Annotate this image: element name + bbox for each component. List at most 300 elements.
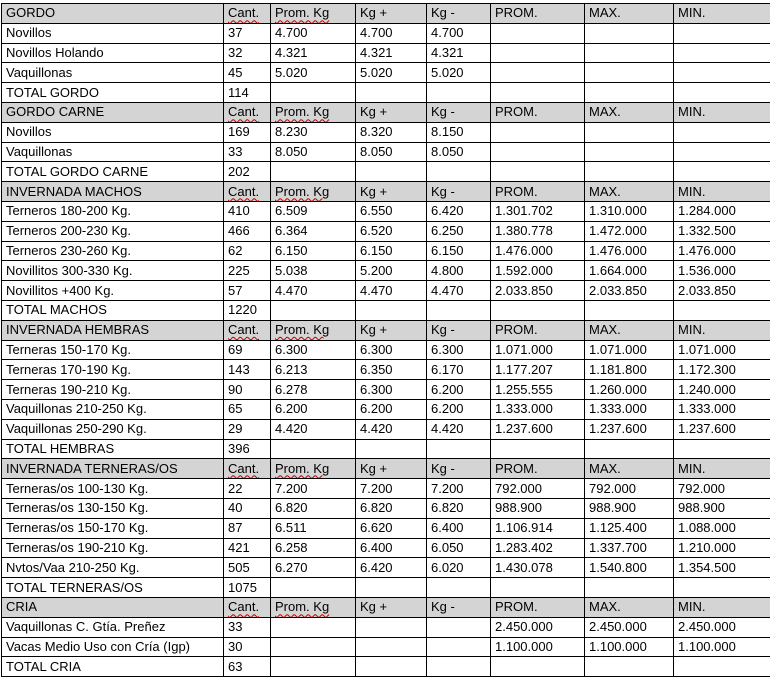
cell-prom-kg: 6.300 xyxy=(271,340,356,360)
table-row xyxy=(2,43,770,63)
section-header-row xyxy=(2,4,770,24)
table-row xyxy=(2,142,770,162)
cell-cant: 62 xyxy=(224,241,271,261)
cell-cant: 37 xyxy=(224,23,271,43)
total-row xyxy=(2,657,770,677)
column-header-label: Kg - xyxy=(431,184,455,199)
cell-prom: 1.177.207 xyxy=(491,360,585,380)
table-row xyxy=(2,637,770,657)
cell-kg-plus: 6.300 xyxy=(356,340,427,360)
cell-prom xyxy=(491,122,585,142)
cell-kg-plus xyxy=(356,637,427,657)
column-header-cant xyxy=(224,459,271,479)
cell-kg-plus: 6.550 xyxy=(356,201,427,221)
column-header-label: PROM. xyxy=(495,322,538,337)
cell-kg-minus: 6.300 xyxy=(427,340,491,360)
cell-prom-kg: 8.050 xyxy=(271,142,356,162)
empty-cell xyxy=(271,439,356,459)
cell-kg-minus xyxy=(427,617,491,637)
column-header-kg-plus xyxy=(356,182,427,202)
category-name: Novillitos 300-330 Kg. xyxy=(2,261,224,281)
column-header-cant xyxy=(224,597,271,617)
cell-cant: 57 xyxy=(224,281,271,301)
empty-cell xyxy=(491,83,585,103)
total-row xyxy=(2,300,770,320)
empty-cell xyxy=(585,83,674,103)
column-header-kg-plus xyxy=(356,320,427,340)
cell-prom: 1.430.078 xyxy=(491,558,585,578)
column-header-label: Kg + xyxy=(360,104,387,119)
cell-max: 1.310.000 xyxy=(585,201,674,221)
cell-kg-plus: 6.620 xyxy=(356,518,427,538)
category-name: Terneros 200-230 Kg. xyxy=(2,221,224,241)
cell-prom-kg: 5.038 xyxy=(271,261,356,281)
empty-cell xyxy=(271,162,356,182)
table-row xyxy=(2,122,770,142)
total-value: 1220 xyxy=(224,300,271,320)
cell-prom-kg: 5.020 xyxy=(271,63,356,83)
cell-prom: 2.033.850 xyxy=(491,281,585,301)
total-label: TOTAL CRIA xyxy=(2,657,224,677)
column-header-label: MAX. xyxy=(589,184,621,199)
total-row xyxy=(2,83,770,103)
section-header-row xyxy=(2,459,770,479)
total-value: 63 xyxy=(224,657,271,677)
cell-prom xyxy=(491,142,585,162)
column-header-label: PROM. xyxy=(495,5,538,20)
cell-min: 1.476.000 xyxy=(674,241,770,261)
category-name: Vacas Medio Uso con Cría (Igp) xyxy=(2,637,224,657)
cell-cant: 421 xyxy=(224,538,271,558)
cell-kg-plus: 5.200 xyxy=(356,261,427,281)
table-row xyxy=(2,241,770,261)
category-name: Terneras 170-190 Kg. xyxy=(2,360,224,380)
table-row xyxy=(2,617,770,637)
cell-prom: 1.301.702 xyxy=(491,201,585,221)
category-name: Terneras/os 190-210 Kg. xyxy=(2,538,224,558)
cell-kg-plus: 6.350 xyxy=(356,360,427,380)
category-name: Novillos xyxy=(2,122,224,142)
table-row xyxy=(2,201,770,221)
column-header-label: PROM. xyxy=(495,599,538,614)
cell-prom: 988.900 xyxy=(491,498,585,518)
cell-kg-minus: 8.050 xyxy=(427,142,491,162)
cell-kg-minus: 6.170 xyxy=(427,360,491,380)
category-name: Terneros 180-200 Kg. xyxy=(2,201,224,221)
cell-cant: 87 xyxy=(224,518,271,538)
cell-kg-plus: 6.200 xyxy=(356,399,427,419)
category-name: Nvtos/Vaa 210-250 Kg. xyxy=(2,558,224,578)
section-title: INVERNADA MACHOS xyxy=(2,182,224,202)
cell-kg-minus: 8.150 xyxy=(427,122,491,142)
empty-cell xyxy=(674,300,770,320)
cell-cant: 69 xyxy=(224,340,271,360)
section-header-row xyxy=(2,182,770,202)
column-header-label: Prom. Kg xyxy=(275,184,329,199)
section-title: INVERNADA TERNERAS/OS xyxy=(2,459,224,479)
category-name: Terneras/os 100-130 Kg. xyxy=(2,479,224,499)
table-row xyxy=(2,63,770,83)
cell-min: 1.237.600 xyxy=(674,419,770,439)
cell-max xyxy=(585,122,674,142)
cell-cant: 33 xyxy=(224,617,271,637)
empty-cell xyxy=(491,578,585,598)
cell-max: 1.260.000 xyxy=(585,380,674,400)
cell-prom-kg: 7.200 xyxy=(271,479,356,499)
cell-max xyxy=(585,43,674,63)
cell-max: 2.450.000 xyxy=(585,617,674,637)
cell-kg-plus: 6.300 xyxy=(356,380,427,400)
total-value: 396 xyxy=(224,439,271,459)
cell-prom: 1.071.000 xyxy=(491,340,585,360)
column-header-min xyxy=(674,597,770,617)
table-row xyxy=(2,479,770,499)
cell-kg-minus: 4.470 xyxy=(427,281,491,301)
table-row xyxy=(2,23,770,43)
empty-cell xyxy=(427,162,491,182)
cell-min: 1.332.500 xyxy=(674,221,770,241)
cell-cant: 90 xyxy=(224,380,271,400)
column-header-label: MIN. xyxy=(678,461,705,476)
column-header-label: MIN. xyxy=(678,184,705,199)
cell-min: 1.354.500 xyxy=(674,558,770,578)
column-header-label: MAX. xyxy=(589,5,621,20)
cell-min: 1.284.000 xyxy=(674,201,770,221)
cell-prom-kg: 4.321 xyxy=(271,43,356,63)
column-header-max xyxy=(585,182,674,202)
cell-kg-plus: 4.321 xyxy=(356,43,427,63)
column-header-kg-minus xyxy=(427,320,491,340)
category-name: Vaquillonas xyxy=(2,63,224,83)
empty-cell xyxy=(674,578,770,598)
empty-cell xyxy=(427,657,491,677)
table-body xyxy=(2,4,770,677)
table-row xyxy=(2,360,770,380)
column-header-kg-plus xyxy=(356,459,427,479)
table-row xyxy=(2,399,770,419)
category-name: Terneras/os 130-150 Kg. xyxy=(2,498,224,518)
cell-prom-kg: 8.230 xyxy=(271,122,356,142)
column-header-prom xyxy=(491,182,585,202)
column-header-prom xyxy=(491,102,585,122)
column-header-prom-kg xyxy=(271,182,356,202)
cell-max: 1.664.000 xyxy=(585,261,674,281)
cell-min: 1.071.000 xyxy=(674,340,770,360)
total-label: TOTAL HEMBRAS xyxy=(2,439,224,459)
column-header-prom-kg xyxy=(271,4,356,24)
category-name: Terneras/os 150-170 Kg. xyxy=(2,518,224,538)
column-header-label: Kg - xyxy=(431,5,455,20)
column-header-label: Prom. Kg xyxy=(275,599,329,614)
column-header-prom xyxy=(491,597,585,617)
column-header-label: Cant. xyxy=(228,184,259,199)
cell-max: 1.472.000 xyxy=(585,221,674,241)
cell-max: 1.237.600 xyxy=(585,419,674,439)
cell-kg-plus xyxy=(356,617,427,637)
column-header-prom-kg xyxy=(271,320,356,340)
empty-cell xyxy=(491,300,585,320)
empty-cell xyxy=(271,657,356,677)
category-name: Terneras 190-210 Kg. xyxy=(2,380,224,400)
cell-cant: 29 xyxy=(224,419,271,439)
total-label: TOTAL GORDO xyxy=(2,83,224,103)
cell-max: 1.181.800 xyxy=(585,360,674,380)
column-header-label: MAX. xyxy=(589,322,621,337)
empty-cell xyxy=(427,578,491,598)
column-header-kg-plus xyxy=(356,4,427,24)
cell-prom xyxy=(491,63,585,83)
column-header-label: MIN. xyxy=(678,322,705,337)
column-header-label: Prom. Kg xyxy=(275,5,329,20)
cell-kg-minus xyxy=(427,637,491,657)
column-header-label: Kg - xyxy=(431,599,455,614)
empty-cell xyxy=(356,300,427,320)
cell-max: 1.071.000 xyxy=(585,340,674,360)
table-row xyxy=(2,498,770,518)
cell-min: 1.100.000 xyxy=(674,637,770,657)
category-name: Terneras 150-170 Kg. xyxy=(2,340,224,360)
cell-cant: 169 xyxy=(224,122,271,142)
cell-kg-plus: 6.820 xyxy=(356,498,427,518)
cell-max: 1.100.000 xyxy=(585,637,674,657)
cell-cant: 466 xyxy=(224,221,271,241)
cell-cant: 40 xyxy=(224,498,271,518)
cell-prom-kg xyxy=(271,617,356,637)
empty-cell xyxy=(491,657,585,677)
total-value: 202 xyxy=(224,162,271,182)
category-name: Vaquillonas 250-290 Kg. xyxy=(2,419,224,439)
empty-cell xyxy=(674,83,770,103)
empty-cell xyxy=(271,83,356,103)
column-header-kg-minus xyxy=(427,182,491,202)
cell-min: 988.900 xyxy=(674,498,770,518)
cell-cant: 65 xyxy=(224,399,271,419)
column-header-label: MIN. xyxy=(678,104,705,119)
cell-kg-plus: 4.700 xyxy=(356,23,427,43)
column-header-min xyxy=(674,182,770,202)
cell-cant: 143 xyxy=(224,360,271,380)
category-name: Novillos xyxy=(2,23,224,43)
total-row xyxy=(2,578,770,598)
category-name: Vaquillonas C. Gtía. Preñez xyxy=(2,617,224,637)
column-header-kg-minus xyxy=(427,597,491,617)
cell-prom-kg: 6.364 xyxy=(271,221,356,241)
cell-kg-minus: 6.020 xyxy=(427,558,491,578)
empty-cell xyxy=(585,162,674,182)
column-header-label: Kg + xyxy=(360,322,387,337)
column-header-label: MAX. xyxy=(589,599,621,614)
cell-prom xyxy=(491,23,585,43)
cell-min xyxy=(674,63,770,83)
cell-kg-minus: 6.200 xyxy=(427,399,491,419)
column-header-min xyxy=(674,459,770,479)
cell-max: 1.125.400 xyxy=(585,518,674,538)
column-header-label: Kg + xyxy=(360,5,387,20)
column-header-label: Kg - xyxy=(431,461,455,476)
column-header-label: MIN. xyxy=(678,599,705,614)
column-header-label: Cant. xyxy=(228,104,259,119)
cell-cant: 410 xyxy=(224,201,271,221)
empty-cell xyxy=(356,578,427,598)
column-header-max xyxy=(585,459,674,479)
table-row xyxy=(2,281,770,301)
table-row xyxy=(2,380,770,400)
column-header-min xyxy=(674,4,770,24)
empty-cell xyxy=(427,439,491,459)
cell-cant: 32 xyxy=(224,43,271,63)
cell-prom: 1.255.555 xyxy=(491,380,585,400)
column-header-label: Kg - xyxy=(431,104,455,119)
cell-prom-kg: 6.820 xyxy=(271,498,356,518)
cell-prom: 1.380.778 xyxy=(491,221,585,241)
cell-kg-plus: 6.520 xyxy=(356,221,427,241)
empty-cell xyxy=(427,300,491,320)
cell-prom-kg: 6.150 xyxy=(271,241,356,261)
column-header-label: Prom. Kg xyxy=(275,461,329,476)
section-title: GORDO CARNE xyxy=(2,102,224,122)
cell-kg-minus: 7.200 xyxy=(427,479,491,499)
column-header-label: Kg + xyxy=(360,461,387,476)
empty-cell xyxy=(585,300,674,320)
cell-kg-plus: 6.150 xyxy=(356,241,427,261)
cell-cant: 45 xyxy=(224,63,271,83)
column-header-cant xyxy=(224,320,271,340)
category-name: Terneros 230-260 Kg. xyxy=(2,241,224,261)
column-header-cant xyxy=(224,4,271,24)
cell-min xyxy=(674,122,770,142)
cell-kg-plus: 8.320 xyxy=(356,122,427,142)
empty-cell xyxy=(585,439,674,459)
column-header-prom-kg xyxy=(271,102,356,122)
cell-prom: 2.450.000 xyxy=(491,617,585,637)
cell-cant: 505 xyxy=(224,558,271,578)
column-header-label: Prom. Kg xyxy=(275,104,329,119)
cell-kg-plus: 7.200 xyxy=(356,479,427,499)
column-header-label: PROM. xyxy=(495,461,538,476)
cell-cant: 30 xyxy=(224,637,271,657)
cell-cant: 33 xyxy=(224,142,271,162)
total-value: 1075 xyxy=(224,578,271,598)
cell-kg-plus: 6.400 xyxy=(356,538,427,558)
cell-kg-minus: 6.250 xyxy=(427,221,491,241)
cell-kg-plus: 4.470 xyxy=(356,281,427,301)
cell-kg-plus: 4.420 xyxy=(356,419,427,439)
column-header-label: PROM. xyxy=(495,104,538,119)
cell-cant: 22 xyxy=(224,479,271,499)
empty-cell xyxy=(356,83,427,103)
cell-prom-kg: 6.200 xyxy=(271,399,356,419)
cell-kg-plus: 6.420 xyxy=(356,558,427,578)
cell-kg-minus: 4.800 xyxy=(427,261,491,281)
column-header-label: Cant. xyxy=(228,461,259,476)
table-row xyxy=(2,221,770,241)
cell-prom-kg: 4.700 xyxy=(271,23,356,43)
column-header-max xyxy=(585,102,674,122)
column-header-kg-minus xyxy=(427,459,491,479)
cell-prom-kg: 6.213 xyxy=(271,360,356,380)
column-header-prom-kg xyxy=(271,459,356,479)
column-header-prom xyxy=(491,320,585,340)
cell-max: 1.540.800 xyxy=(585,558,674,578)
column-header-label: MAX. xyxy=(589,461,621,476)
cell-kg-minus: 6.400 xyxy=(427,518,491,538)
empty-cell xyxy=(674,657,770,677)
cell-max: 1.337.700 xyxy=(585,538,674,558)
cell-prom-kg: 6.258 xyxy=(271,538,356,558)
cell-min: 1.172.300 xyxy=(674,360,770,380)
section-header-row xyxy=(2,320,770,340)
column-header-max xyxy=(585,597,674,617)
column-header-min xyxy=(674,320,770,340)
cell-kg-minus: 6.150 xyxy=(427,241,491,261)
empty-cell xyxy=(491,162,585,182)
empty-cell xyxy=(356,439,427,459)
cell-prom: 1.476.000 xyxy=(491,241,585,261)
cell-max: 792.000 xyxy=(585,479,674,499)
cell-prom-kg: 6.511 xyxy=(271,518,356,538)
column-header-label: Kg + xyxy=(360,599,387,614)
cell-kg-minus: 5.020 xyxy=(427,63,491,83)
column-header-label: Cant. xyxy=(228,599,259,614)
cell-kg-minus: 4.321 xyxy=(427,43,491,63)
section-title: CRIA xyxy=(2,597,224,617)
cell-prom: 1.283.402 xyxy=(491,538,585,558)
cell-kg-minus: 4.420 xyxy=(427,419,491,439)
column-header-label: Cant. xyxy=(228,322,259,337)
section-header-row xyxy=(2,102,770,122)
section-title: INVERNADA HEMBRAS xyxy=(2,320,224,340)
cell-prom: 1.237.600 xyxy=(491,419,585,439)
cell-min xyxy=(674,43,770,63)
column-header-prom-kg xyxy=(271,597,356,617)
table-row xyxy=(2,518,770,538)
empty-cell xyxy=(674,162,770,182)
cell-prom-kg xyxy=(271,637,356,657)
empty-cell xyxy=(271,300,356,320)
cell-prom xyxy=(491,43,585,63)
column-header-label: Kg - xyxy=(431,322,455,337)
column-header-prom xyxy=(491,459,585,479)
cell-prom-kg: 6.270 xyxy=(271,558,356,578)
column-header-label: MIN. xyxy=(678,5,705,20)
cell-prom: 1.592.000 xyxy=(491,261,585,281)
column-header-kg-plus xyxy=(356,102,427,122)
empty-cell xyxy=(427,83,491,103)
cell-max xyxy=(585,23,674,43)
column-header-label: Kg + xyxy=(360,184,387,199)
column-header-label: Cant. xyxy=(228,5,259,20)
cell-min: 792.000 xyxy=(674,479,770,499)
section-header-row xyxy=(2,597,770,617)
table-row xyxy=(2,419,770,439)
column-header-label: PROM. xyxy=(495,184,538,199)
total-row xyxy=(2,439,770,459)
table-row xyxy=(2,340,770,360)
category-name: Novillos Holando xyxy=(2,43,224,63)
empty-cell xyxy=(585,657,674,677)
column-header-max xyxy=(585,320,674,340)
column-header-kg-plus xyxy=(356,597,427,617)
cell-prom: 1.100.000 xyxy=(491,637,585,657)
cell-prom-kg: 4.420 xyxy=(271,419,356,439)
column-header-cant xyxy=(224,102,271,122)
category-name: Vaquillonas xyxy=(2,142,224,162)
cell-min: 1.210.000 xyxy=(674,538,770,558)
cell-kg-minus: 4.700 xyxy=(427,23,491,43)
cell-kg-plus: 5.020 xyxy=(356,63,427,83)
section-title: GORDO xyxy=(2,4,224,24)
cell-min: 1.240.000 xyxy=(674,380,770,400)
